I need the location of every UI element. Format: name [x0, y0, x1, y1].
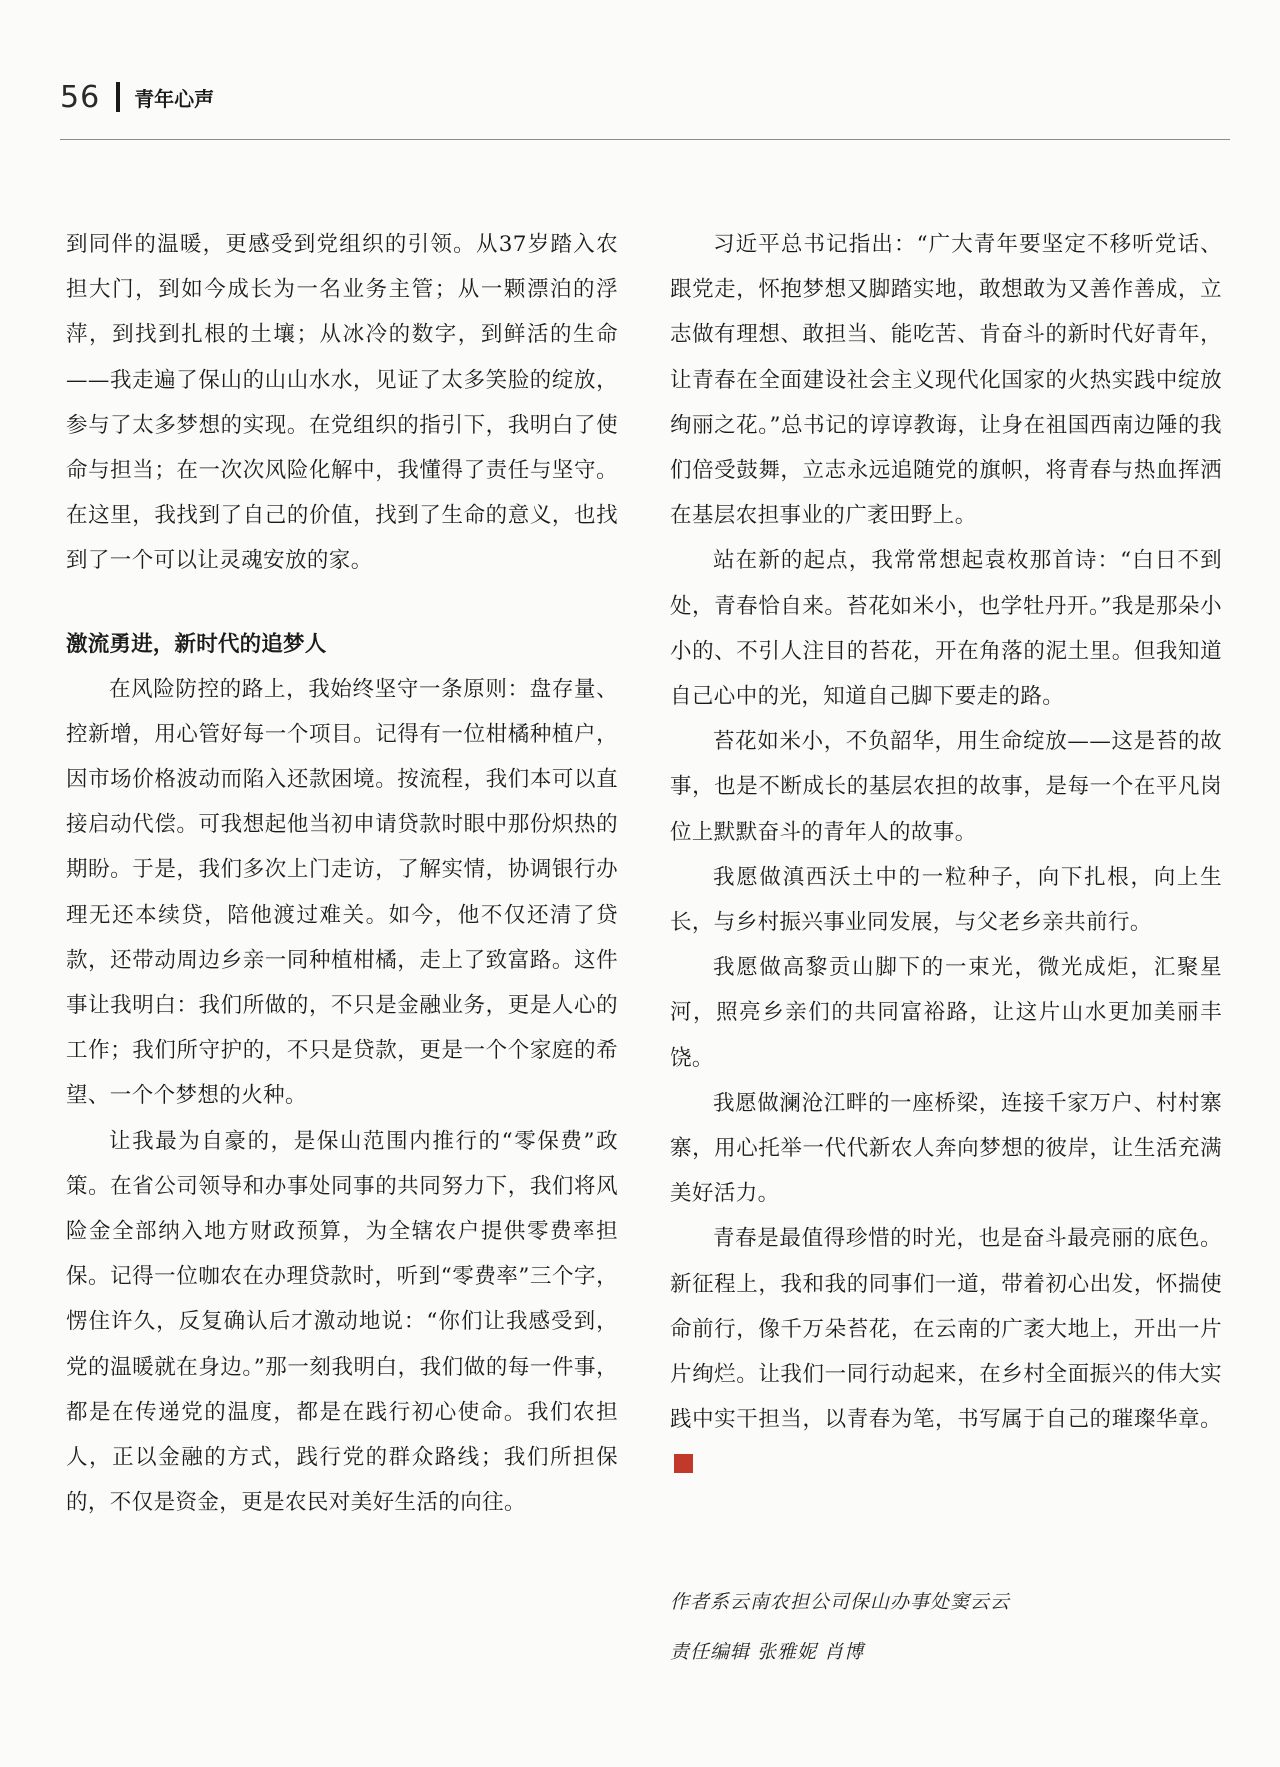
- editor-credit: 责任编辑 张雅妮 肖博: [670, 1641, 865, 1663]
- paragraph: 苔花如米小，不负韶华，用生命绽放——这是苔的故事，也是不断成长的基层农担的故事，是每一个在平凡岗位上默默奋斗的青年人的故事。: [670, 729, 1222, 845]
- paragraph: 我愿做滇西沃土中的一粒种子，向下扎根，向上生长，与乡村振兴事业同发展，与父老乡亲共前行。: [670, 864, 1222, 936]
- paragraph: 我愿做澜沧江畔的一座桥梁，连接千家万户、村村寨寨，用心托举一代代新农人奔向梦想的彼岸，让生活充满美好活力。: [670, 1090, 1222, 1207]
- header-divider: [116, 82, 120, 112]
- right-column: [670, 222, 1222, 1488]
- paragraph-last: [670, 1216, 1222, 1487]
- page-header: [60, 72, 214, 122]
- paragraph: 让我最为自豪的，是保山范围内推行的“零保费”政策。在省公司领导和办事处同事的共同努力下，我们将风险金全部纳入地方财政预算，为全辖农户提供零费率担保。记得一位咖农在办理贷款时，听到“零费率”三个字，愣住许久，反复确认后才激动地说：“你们让我感受到，党的温暖就在身边。”那一刻我明白，我们做的每一件事，都是在传递党的温度，都是在践行初心使命。我们农担人，正以金融的方式，践行党的群众路线；我们所担保的，不仅是资金，更是农民对美好生活的向往。: [66, 1128, 618, 1516]
- paragraph: 习近平总书记指出：“广大青年要坚定不移听党话、跟党走，怀抱梦想又脚踏实地，敢想敢为又善作善成，立志做有理想、敢担当、能吃苦、肯奋斗的新时代好青年，让青春在全面建设社会主义现代化国家的火热实践中绽放绚丽之花。”总书记的谆谆教诲，让身在祖国西南边陲的我们倍受鼓舞，立志永远追随党的旗帜，将青春与热血挥洒在基层农担事业的广袤田野上。: [670, 232, 1222, 529]
- section-label: 青年心声: [134, 86, 215, 111]
- credits: [670, 1577, 1010, 1677]
- paragraph: 到同伴的温暖，更感受到党组织的引领。从37岁踏入农担大门，到如今成长为一名业务主管；从一颗漂泊的浮萍，到找到扎根的土壤；从冰冷的数字，到鲜活的生命——我走遍了保山的山山水水，见证了太多笑脸的绽放，参与了太多梦想的实现。在党组织的指引下，我明白了使命与担当；在一次次风险化解中，我懂得了责任与坚守。在这里，我找到了自己的价值，找到了生命的意义，也找到了一个可以让灵魂安放的家。: [66, 232, 618, 574]
- author-credit: 作者系云南农担公司保山办事处窦云云: [670, 1591, 1011, 1613]
- paragraph-text: 青春是最值得珍惜的时光，也是奋斗最亮丽的底色。新征程上，我和我的同事们一道，带着初心出发，怀揣使命前行，像千万朵苔花，在云南的广袤大地上，开出一片片绚烂。让我们一同行动起来，在乡村全面振兴的伟大实践中实干担当，以青春为笔，书写属于自己的璀璨华章。: [670, 1226, 1222, 1433]
- paragraph: 我愿做高黎贡山脚下的一束光，微光成炬，汇聚星河，照亮乡亲们的共同富裕路，让这片山水更加美丽丰饶。: [670, 955, 1222, 1071]
- paragraph: 在风险防控的路上，我始终坚守一条原则：盘存量、控新增，用心管好每一个项目。记得有一位柑橘种植户，因市场价格波动而陷入还款困境。按流程，我们本可以直接启动代偿。可我想起他当初申请贷款时眼中那份炽热的期盼。于是，我们多次上门走访，了解实情，协调银行办理无还本续贷，陪他渡过难关。如今，他不仅还清了贷款，还带动周边乡亲一同种植柑橘，走上了致富路。这件事让我明白：我们所做的，不只是金融业务，更是人心的工作；我们所守护的，不只是贷款，更是一个个家庭的希望、一个个梦想的火种。: [66, 676, 618, 1109]
- header-rule: [60, 139, 1230, 140]
- end-mark: [674, 1454, 693, 1473]
- page-number: 56: [60, 79, 101, 115]
- paragraph: 站在新的起点，我常常想起袁枚那首诗：“白日不到处，青春恰自来。苔花如米小，也学牡丹开。”我是那朵小小的、不引人注目的苔花，开在角落的泥土里。但我知道自己心中的光，知道自己脚下要走的路。: [670, 548, 1222, 710]
- left-column: [66, 222, 618, 1525]
- section-heading: 激流勇进，新时代的追梦人: [66, 631, 327, 657]
